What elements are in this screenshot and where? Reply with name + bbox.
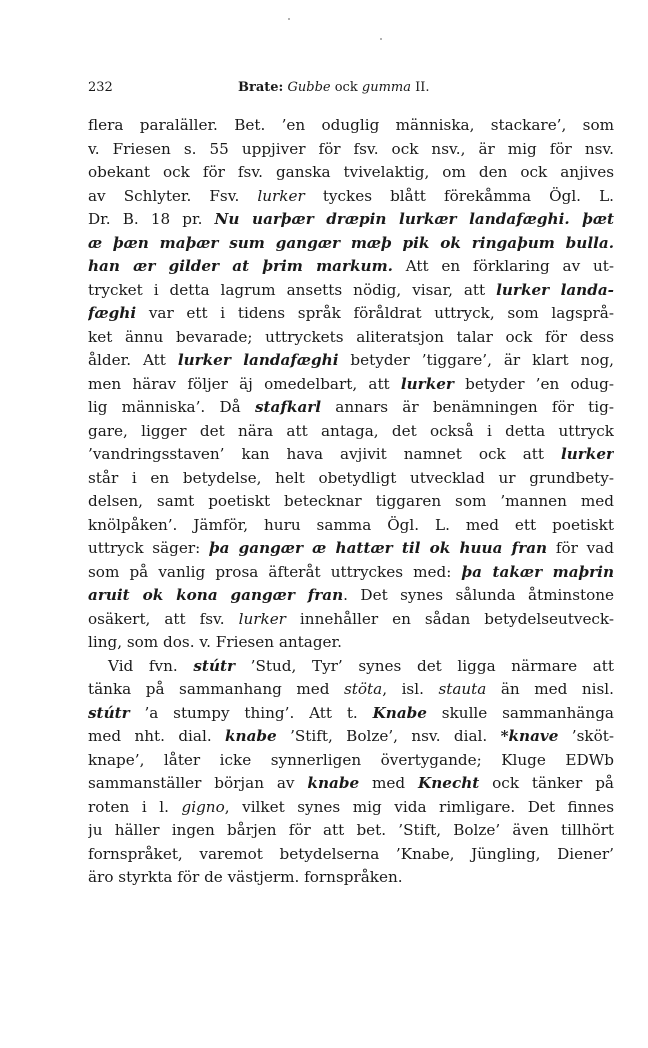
- text-run: innehåller en sådan betydelseutveck-: [285, 609, 614, 628]
- text-run: ock tänker på: [479, 774, 614, 792]
- text-run: ju häller ingen bårjen för att bet. ’Stift, Bolze’ även tillhört: [88, 821, 614, 839]
- emphasized-term: stöta: [344, 680, 383, 698]
- text-run: knape’, låter icke synnerligen övertygande; Kluge EDWb: [88, 750, 614, 769]
- text-run: av Schlyter. Fsv.: [88, 186, 258, 205]
- emphasized-term: gigno: [181, 797, 225, 816]
- text-line: [88, 655, 614, 679]
- text-run: äro styrkta för de västjerm. fornspråken.: [88, 868, 403, 886]
- body-text: [88, 114, 614, 890]
- text-line: [88, 443, 614, 467]
- text-run: med: [359, 774, 419, 792]
- text-run: Att en förklaring av ut-: [392, 257, 614, 275]
- emphasized-term: stauta: [438, 680, 487, 698]
- text-run: ålder. Att: [88, 351, 178, 369]
- text-line: [88, 349, 614, 373]
- text-run: ket ännu bevarade; uttryckets aliteratsjon talar ock för dess: [88, 327, 614, 346]
- text-run: v. Friesen s. 55 uppjiver för fsv. ock nsv., är mig för nsv.: [88, 139, 614, 158]
- text-line: [88, 631, 614, 655]
- paragraph: [88, 655, 614, 890]
- text-line: [88, 279, 614, 303]
- page-header: [88, 78, 604, 98]
- running-head-joiner: ock: [334, 80, 358, 95]
- emphasized-term: stafkarl: [254, 398, 322, 416]
- text-line: [88, 608, 614, 632]
- text-line: [88, 138, 614, 162]
- emphasized-term: aruit ok kona gangær fran: [88, 586, 344, 604]
- text-run: uttryck säger:: [88, 539, 209, 557]
- emphasized-term: stútr: [88, 703, 130, 722]
- text-line: [88, 373, 614, 397]
- text-run: skulle sammanhänga: [426, 703, 614, 722]
- emphasized-term: stútr: [193, 656, 235, 675]
- running-head: [238, 78, 430, 98]
- page-number: 232: [88, 80, 113, 95]
- emphasized-term: *knave: [500, 727, 559, 745]
- text-run: , isl.: [382, 680, 439, 698]
- text-line: [88, 514, 614, 538]
- text-line: [88, 843, 614, 867]
- emphasized-term: knabe: [225, 727, 277, 745]
- text-run: gare, ligger det nära att antaga, det också i detta uttryck: [88, 421, 614, 440]
- text-run: betyder ’en odug-: [453, 374, 614, 393]
- text-run: men härav följer äj omedelbart, att: [88, 374, 401, 393]
- text-line: [88, 796, 614, 820]
- paper-speck: [288, 18, 290, 20]
- emphasized-term: æ þæn maþær sum gangær mæþ pik ok ringaþum bulla.: [88, 233, 614, 252]
- emphasized-term: lurker: [257, 186, 305, 205]
- text-run: flera paraläller. Bet. ’en oduglig människa, stackare’, som: [88, 116, 614, 134]
- text-run: som på vanlig prosa äfteråt uttryckes med:: [88, 562, 462, 581]
- text-line: [88, 326, 614, 350]
- text-run: står i en betydelse, helt obetydligt utvecklad ur grundbety-: [88, 468, 614, 487]
- text-line: [88, 396, 614, 420]
- text-run: ’Stift, Bolze’, nsv. dial.: [276, 727, 501, 745]
- emphasized-term: Knabe: [372, 703, 427, 722]
- text-line: [88, 490, 614, 514]
- text-run: sammanställer början av: [88, 774, 308, 792]
- text-run: ’Stud, Tyr’ synes det ligga närmare att: [235, 656, 614, 675]
- text-run: lig människa’. Då: [88, 398, 255, 416]
- running-head-title: Gubbe: [287, 80, 331, 95]
- text-line: [88, 232, 614, 256]
- text-run: . Det synes sålunda åtminstone: [343, 586, 614, 604]
- text-line: [88, 584, 614, 608]
- text-run: fornspråket, varemot betydelserna ’Knabe, Jüngling, Diener’: [88, 844, 614, 863]
- emphasized-term: Nu uarþær dræpin lurkær landafæghi. þæt: [214, 210, 614, 228]
- text-line: [88, 678, 614, 702]
- text-line: [88, 702, 614, 726]
- text-run: tyckes blått förekåmma Ögl. L.: [304, 186, 614, 205]
- text-run: Vid fvn.: [108, 656, 194, 675]
- emphasized-term: lurker: [560, 445, 614, 463]
- text-run: , vilket synes mig vida rimligare. Det finnes: [224, 797, 614, 816]
- emphasized-term: fæghi: [88, 304, 137, 322]
- text-run: ’vandringsstaven’ kan hava avjivit namnet ock att: [88, 445, 561, 463]
- text-run: för vad: [547, 539, 614, 557]
- text-line: [88, 185, 614, 209]
- emphasized-term: Knecht: [418, 774, 480, 792]
- text-run: Dr. B. 18 pr.: [88, 210, 215, 228]
- paragraph: [88, 114, 614, 655]
- emphasized-term: knabe: [307, 774, 360, 792]
- text-run: ’a stumpy thing’. Att t.: [129, 703, 373, 722]
- emphasized-term: lurker landa-: [496, 280, 614, 299]
- emphasized-term: þa takær maþrin: [461, 562, 614, 581]
- text-run: ling, som dos. v. Friesen antager.: [88, 633, 342, 651]
- text-run: osäkert, att fsv.: [88, 609, 239, 628]
- text-run: obekant ock för fsv. ganska tvivelaktig, om den ock anjives: [88, 163, 614, 181]
- text-run: tänka på sammanhang med: [88, 680, 345, 698]
- paper-speck: [380, 38, 382, 40]
- text-line: [88, 467, 614, 491]
- text-run: betyder ’tiggare’, är klart nog,: [338, 351, 614, 369]
- text-run: roten i l.: [88, 797, 182, 816]
- text-line: [88, 772, 614, 796]
- emphasized-term: han ær gilder at þrim markum.: [88, 257, 393, 275]
- text-run: knölpåken’. Jämför, huru samma Ögl. L. med ett poetiskt: [88, 515, 614, 534]
- text-run: annars är benämningen för tig-: [321, 398, 614, 416]
- emphasized-term: þa gangær æ hattær til ok huua fran: [209, 539, 548, 557]
- text-line: [88, 420, 614, 444]
- running-head-title-tail: gumma: [361, 80, 411, 95]
- text-line: [88, 537, 614, 561]
- text-run: delsen, samt poetiskt betecknar tiggaren som ’mannen med: [88, 492, 614, 510]
- text-run: med nht. dial.: [88, 727, 226, 745]
- text-line: [88, 866, 614, 890]
- text-line: [88, 161, 614, 185]
- running-head-author: Brate:: [238, 80, 284, 95]
- text-line: [88, 255, 614, 279]
- text-line: [88, 114, 614, 138]
- text-line: [88, 819, 614, 843]
- text-run: var ett i tidens språk föråldrat uttryck, som lagsprå-: [136, 304, 614, 322]
- running-head-volume: II.: [415, 80, 430, 95]
- emphasized-term: lurker landafæghi: [177, 351, 339, 369]
- text-run: än med nisl.: [486, 680, 614, 698]
- text-run: trycket i detta lagrum ansetts nödig, visar, att: [88, 280, 497, 299]
- text-line: [88, 208, 614, 232]
- text-run: ’sköt-: [558, 727, 614, 745]
- emphasized-term: lurker: [400, 374, 454, 393]
- text-line: [88, 749, 614, 773]
- emphasized-term: lurker: [238, 609, 286, 628]
- text-line: [88, 725, 614, 749]
- text-line: [88, 302, 614, 326]
- text-line: [88, 561, 614, 585]
